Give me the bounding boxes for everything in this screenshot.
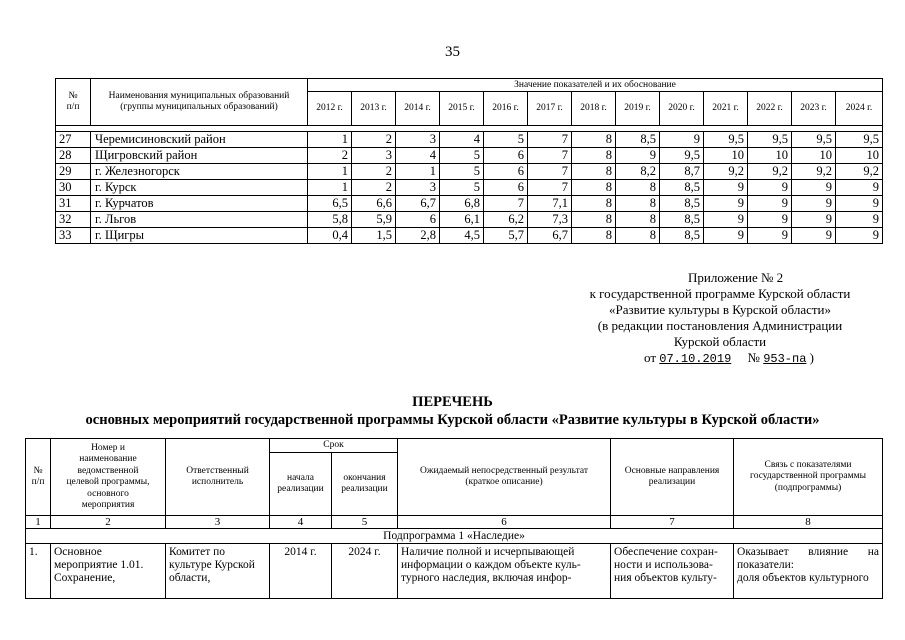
column-index: 4 [270,516,332,529]
row-value: 9 [704,196,748,212]
row-value: 7 [528,132,572,148]
row-value: 9,5 [836,132,883,148]
row-value: 8 [572,180,616,196]
row-directions: Обеспечение сохран- ности и использова- ния объектов культу- [611,544,734,599]
row-value: 8,5 [616,132,660,148]
row-value: 2 [352,132,396,148]
row-num: 1. [26,544,51,599]
row-value: 9 [704,180,748,196]
row-value: 9 [836,212,883,228]
appendix-line: «Развитие культуры в Курской области» [608,302,832,317]
row-value: 8 [572,132,616,148]
row-value: 6 [484,164,528,180]
row-value: 10 [704,148,748,164]
header-year: 2022 г. [748,92,792,126]
row-value: 8 [572,164,616,180]
row-value: 9 [836,180,883,196]
row-value: 3 [396,180,440,196]
row-value: 1 [308,164,352,180]
row-value: 1 [308,132,352,148]
header-num: № п/п [56,79,91,126]
row-value: 5 [484,132,528,148]
row-num: 30 [56,180,91,196]
row-value: 7,3 [528,212,572,228]
header-year: 2021 г. [704,92,748,126]
column-index: 8 [734,516,883,529]
table-row [56,196,883,212]
row-value: 8,2 [616,164,660,180]
table-row [26,544,883,599]
header-start: начала реализации [270,453,332,516]
row-value: 10 [748,148,792,164]
indicators-table-body [56,132,883,244]
row-value: 7 [528,164,572,180]
row-value: 8 [616,196,660,212]
row-value: 2 [352,180,396,196]
header-year: 2019 г. [616,92,660,126]
row-value: 9 [704,228,748,244]
row-value: 8 [572,148,616,164]
row-municipality: г. Курчатов [91,196,308,212]
row-value: 6,6 [352,196,396,212]
row-municipality: Щигровский район [91,148,308,164]
row-value: 6,1 [440,212,484,228]
row-value: 8,7 [660,164,704,180]
row-value: 8 [572,212,616,228]
header-year: 2018 г. [572,92,616,126]
row-value: 6,5 [308,196,352,212]
row-value: 5,9 [352,212,396,228]
number-prefix: № [747,350,760,365]
row-value: 10 [836,148,883,164]
row-value: 7 [528,180,572,196]
row-value: 3 [352,148,396,164]
row-value: 1,5 [352,228,396,244]
row-value: 1 [396,164,440,180]
row-value: 7 [484,196,528,212]
column-index: 2 [51,516,166,529]
row-value: 9 [616,148,660,164]
table-row [56,180,883,196]
row-end: 2024 г. [332,544,398,599]
row-value: 7 [528,148,572,164]
decree-date: 07.10.2019 [659,352,732,366]
row-num: 29 [56,164,91,180]
row-value: 2 [308,148,352,164]
header-year: 2016 г. [484,92,528,126]
row-num: 31 [56,196,91,212]
appendix-title: Приложение № 2 [688,270,784,285]
row-value: 8,5 [660,212,704,228]
row-value: 4,5 [440,228,484,244]
row-value: 9,2 [748,164,792,180]
row-value: 9 [836,228,883,244]
header-executor: Ответственный исполнитель [166,439,270,516]
row-value: 6,8 [440,196,484,212]
header-year: 2012 г. [308,92,352,126]
row-value: 3 [396,132,440,148]
row-value: 10 [792,148,836,164]
row-value: 9 [660,132,704,148]
row-value: 9,5 [792,132,836,148]
header-values: Значение показателей и их обоснование [308,79,883,92]
row-value: 0,4 [308,228,352,244]
date-prefix: от [644,350,657,365]
row-value: 9 [792,228,836,244]
header-term: Срок [270,439,398,453]
header-end: окончания реализации [332,453,398,516]
row-value: 2,8 [396,228,440,244]
row-municipality: г. Железногорск [91,164,308,180]
row-value: 9,5 [704,132,748,148]
row-municipality: г. Щигры [91,228,308,244]
header-year: 2024 г. [836,92,883,126]
column-index: 7 [611,516,734,529]
header-year: 2013 г. [352,92,396,126]
row-value: 8 [616,228,660,244]
subprogram-heading: Подпрограмма 1 «Наследие» [26,529,883,544]
row-result: Наличие полной и исчерпывающей информации о каждом объекте куль- турного наследия, включая инфор- [398,544,611,599]
row-value: 9,2 [836,164,883,180]
header-year: 2014 г. [396,92,440,126]
row-value: 1 [308,180,352,196]
row-value: 5,8 [308,212,352,228]
table-row [56,228,883,244]
row-value: 6 [484,180,528,196]
row-num: 32 [56,212,91,228]
row-num: 27 [56,132,91,148]
row-num: 28 [56,148,91,164]
row-value: 9 [836,196,883,212]
appendix-line: к государственной программе Курской области [589,286,851,301]
appendix-date-line [560,350,880,367]
row-value: 9,5 [748,132,792,148]
row-activity-name: Основное мероприятие 1.01. Сохранение, [51,544,166,599]
column-index: 1 [26,516,51,529]
closing-paren: ) [809,350,814,365]
row-value: 9 [792,212,836,228]
row-value: 6 [484,148,528,164]
activities-table [25,438,883,599]
header-year: 2015 г. [440,92,484,126]
row-value: 6,2 [484,212,528,228]
row-value: 9 [748,196,792,212]
header-indicators-link: Связь с показателями государственной программы (подпрограммы) [734,439,883,516]
appendix-header [560,270,880,367]
row-value: 9 [704,212,748,228]
table-row [56,164,883,180]
row-value: 5 [440,164,484,180]
row-value: 9 [748,180,792,196]
row-value: 4 [396,148,440,164]
appendix-line: (в редакции постановления Администрации [597,318,843,333]
row-value: 2 [352,164,396,180]
row-value: 5,7 [484,228,528,244]
header-year: 2017 г. [528,92,572,126]
row-value: 9 [792,196,836,212]
row-municipality: г. Курск [91,180,308,196]
row-value: 9,2 [792,164,836,180]
row-municipality: г. Льгов [91,212,308,228]
row-value: 6,7 [396,196,440,212]
row-value: 6,7 [528,228,572,244]
header-year: 2020 г. [660,92,704,126]
indicators-table [55,78,883,244]
row-municipality: Черемисиновский район [91,132,308,148]
row-value: 9 [748,212,792,228]
row-value: 7,1 [528,196,572,212]
row-executor: Комитет по культуре Курской области, [166,544,270,599]
row-num: 33 [56,228,91,244]
header-municipality: Наименования муниципальных образований (группы муниципальных образований) [91,79,308,126]
row-value: 9 [792,180,836,196]
row-indicators-link: Оказывает влияние на показатели: доля объектов культурного [734,544,883,599]
list-subtitle: основных мероприятий государственной программы Курской области «Развитие культуры в Курской области» [85,412,820,428]
row-value: 5 [440,148,484,164]
header-activity-name: Номер и наименование ведомственной целевой программы, основного мероприятия [51,439,166,516]
column-index: 5 [332,516,398,529]
row-value: 8 [616,180,660,196]
row-value: 8 [616,212,660,228]
list-title: ПЕРЕЧЕНЬ [412,394,493,410]
row-value: 5 [440,180,484,196]
row-start: 2014 г. [270,544,332,599]
header-directions: Основные направления реализации [611,439,734,516]
header-result: Ожидаемый непосредственный результат (краткое описание) [398,439,611,516]
table-row [56,212,883,228]
row-value: 8 [572,196,616,212]
column-index: 3 [166,516,270,529]
row-value: 8 [572,228,616,244]
row-value: 6 [396,212,440,228]
page-number: 35 [445,44,460,60]
row-value: 8,5 [660,180,704,196]
table-row [56,148,883,164]
row-value: 9 [748,228,792,244]
column-index: 6 [398,516,611,529]
row-value: 8,5 [660,228,704,244]
row-value: 8,5 [660,196,704,212]
decree-number: 953-па [763,352,807,366]
table-row [56,132,883,148]
appendix-line: Курской области [673,334,767,349]
header-num: № п/п [26,439,51,516]
row-value: 4 [440,132,484,148]
row-value: 9,2 [704,164,748,180]
row-value: 9,5 [660,148,704,164]
header-year: 2023 г. [792,92,836,126]
